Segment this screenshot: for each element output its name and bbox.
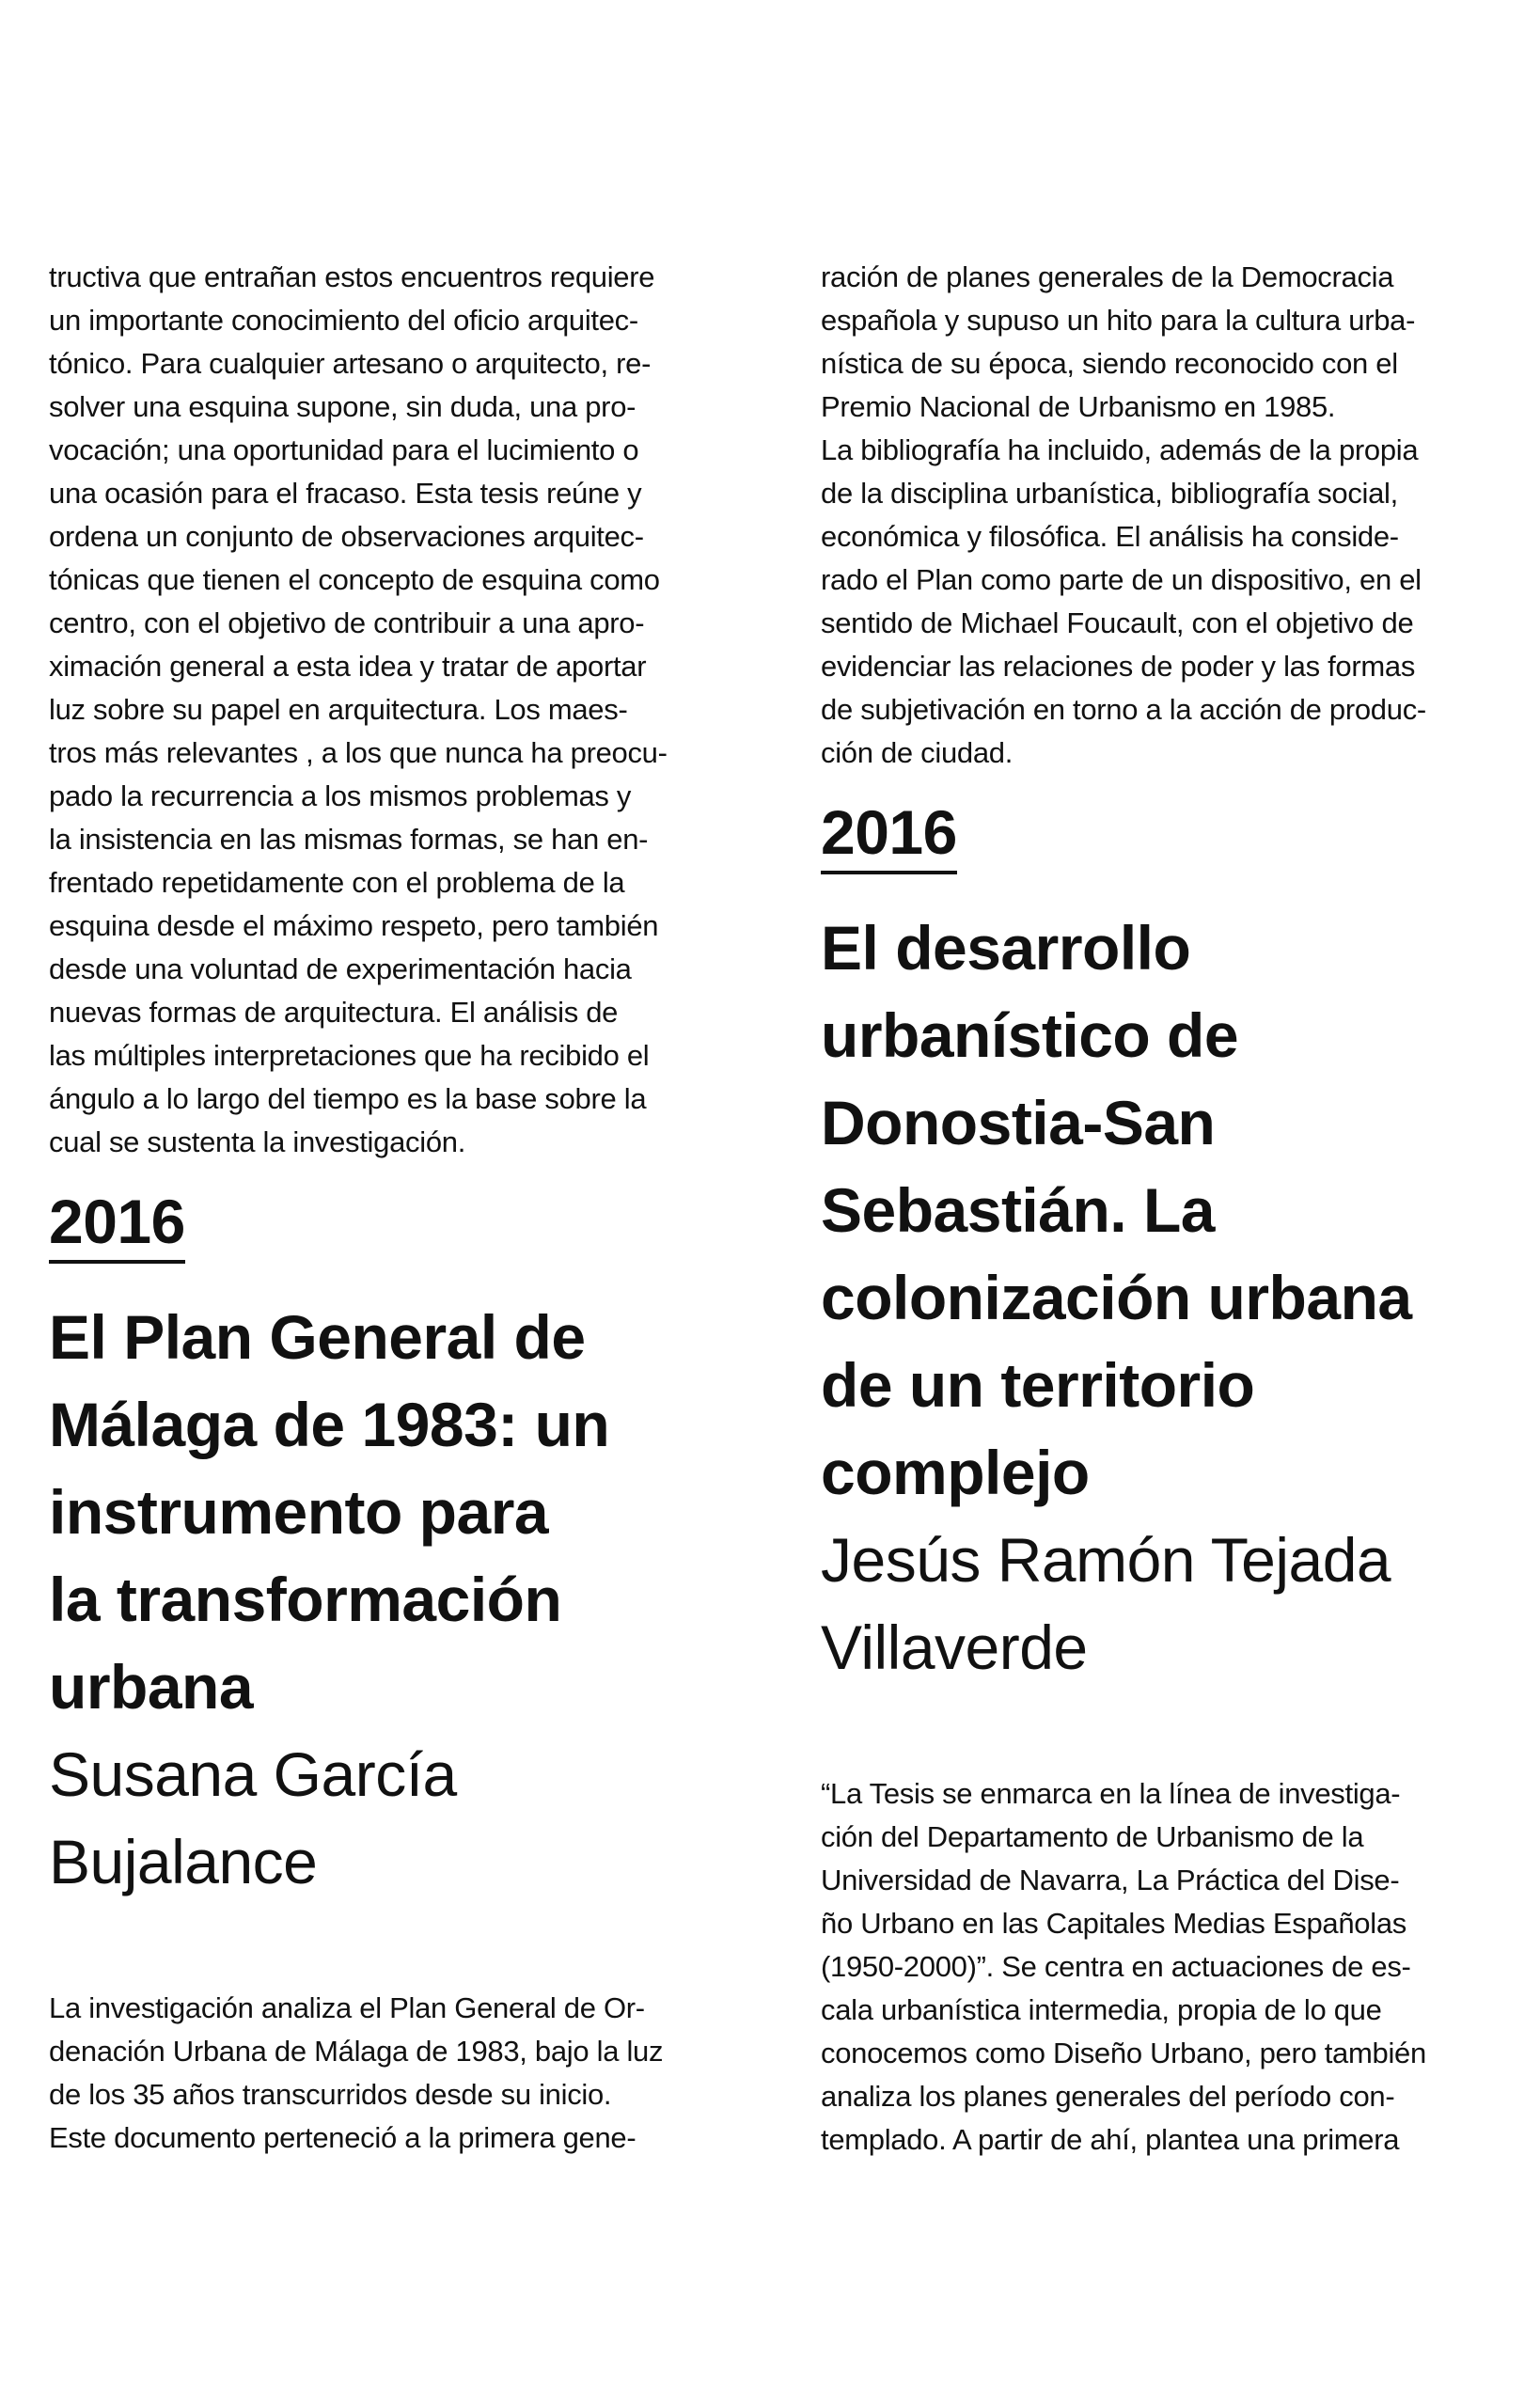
abstract-paragraph	[821, 1772, 1516, 2162]
text-line: nuevas formas de arquitectura. El análisis de	[49, 996, 619, 1029]
thesis-author	[49, 1731, 745, 1906]
text-line: ángulo a lo largo del tiempo es la base sobre la	[49, 1082, 647, 1115]
text-line: de subjetivación en torno a la acción de produc-	[821, 693, 1426, 726]
text-line: tónico. Para cualquier artesano o arquitecto, re-	[49, 347, 652, 380]
title-line: colonización urbana	[821, 1263, 1412, 1332]
year-heading: 2016	[821, 795, 957, 874]
text-line: la insistencia en las mismas formas, se han en-	[49, 823, 649, 856]
text-line: un importante conocimiento del oficio arquitec-	[49, 304, 638, 337]
text-line: las múltiples interpretaciones que ha recibido el	[49, 1039, 650, 1072]
text-line: tructiva que entrañan estos encuentros requiere	[49, 260, 655, 293]
text-line: analiza los planes generales del período con-	[821, 2080, 1395, 2113]
text-line: La bibliografía ha incluido, además de la propia	[821, 433, 1419, 466]
title-line: complejo	[821, 1438, 1090, 1507]
text-line: nística de su época, siendo reconocido con el	[821, 347, 1398, 380]
text-line: (1950-2000)”. Se centra en actuaciones de es-	[821, 1950, 1411, 1983]
title-line: urbana	[49, 1652, 254, 1722]
text-line: templado. A partir de ahí, plantea una primera	[821, 2123, 1400, 2156]
title-line: El Plan General de	[49, 1302, 586, 1372]
text-line: rado el Plan como parte de un dispositivo, en el	[821, 563, 1422, 596]
author-line: Bujalance	[49, 1827, 318, 1896]
text-line: vocación; una oportunidad para el lucimiento o	[49, 433, 639, 466]
text-line: frentado repetidamente con el problema de la	[49, 866, 625, 899]
text-line: conocemos como Diseño Urbano, pero también	[821, 2037, 1426, 2069]
text-line: económica y filosófica. El análisis ha conside-	[821, 520, 1399, 553]
text-line: española y supuso un hito para la cultura urba-	[821, 304, 1416, 337]
author-line: Jesús Ramón Tejada	[821, 1525, 1391, 1595]
text-line: ción de ciudad.	[821, 736, 1014, 769]
intro-paragraph	[49, 256, 745, 1164]
abstract-paragraph	[49, 1987, 745, 2160]
text-line: de la disciplina urbanística, bibliografía social,	[821, 477, 1398, 510]
year-heading: 2016	[49, 1185, 185, 1264]
thesis-author	[821, 1517, 1516, 1691]
text-line: Universidad de Navarra, La Práctica del Dise-	[821, 1864, 1400, 1896]
text-line: cala urbanística intermedia, propia de lo que	[821, 1993, 1382, 2026]
text-line: La investigación analiza el Plan General de Or-	[49, 1991, 645, 2024]
left-column	[49, 256, 745, 2160]
title-line: El desarrollo	[821, 913, 1191, 983]
text-line: tros más relevantes , a los que nunca ha preocu-	[49, 736, 668, 769]
author-line: Susana García	[49, 1739, 457, 1809]
title-line: Sebastián. La	[821, 1175, 1215, 1245]
text-line: pado la recurrencia a los mismos problemas y	[49, 779, 632, 812]
text-line: solver una esquina supone, sin duda, una pro-	[49, 390, 636, 423]
text-line: de los 35 años transcurridos desde su inicio.	[49, 2078, 612, 2111]
text-line: ración de planes generales de la Democracia	[821, 260, 1394, 293]
title-line: Málaga de 1983: un	[49, 1390, 610, 1459]
title-line: Donostia-San	[821, 1088, 1216, 1157]
text-line: ción del Departamento de Urbanismo de la	[821, 1820, 1364, 1853]
text-line: “La Tesis se enmarca en la línea de investiga-	[821, 1777, 1401, 1810]
text-line: luz sobre su papel en arquitectura. Los maes-	[49, 693, 628, 726]
text-line: cual se sustenta la investigación.	[49, 1125, 466, 1158]
text-line: Premio Nacional de Urbanismo en 1985.	[821, 390, 1336, 423]
text-line: esquina desde el máximo respeto, pero también	[49, 909, 659, 942]
title-line: la transformación	[49, 1565, 562, 1634]
thesis-title	[821, 905, 1516, 1517]
text-line: Este documento perteneció a la primera gene-	[49, 2121, 636, 2154]
text-line: desde una voluntad de experimentación hacia	[49, 952, 632, 985]
intro-paragraph	[821, 256, 1516, 775]
text-line: ximación general a esta idea y tratar de aportar	[49, 650, 647, 683]
text-line: centro, con el objetivo de contribuir a una apro-	[49, 606, 645, 639]
text-line: denación Urbana de Málaga de 1983, bajo la luz	[49, 2035, 664, 2068]
text-line: ño Urbano en las Capitales Medias Españolas	[821, 1907, 1406, 1940]
title-line: urbanístico de	[821, 1000, 1239, 1070]
thesis-title	[49, 1294, 745, 1731]
title-line: instrumento para	[49, 1477, 549, 1547]
text-line: evidenciar las relaciones de poder y las formas	[821, 650, 1416, 683]
text-line: ordena un conjunto de observaciones arquitec-	[49, 520, 644, 553]
text-line: tónicas que tienen el concepto de esquina como	[49, 563, 660, 596]
title-line: de un territorio	[821, 1350, 1255, 1420]
text-line: una ocasión para el fracaso. Esta tesis reúne y	[49, 477, 642, 510]
right-column	[821, 256, 1516, 2162]
author-line: Villaverde	[821, 1613, 1088, 1682]
text-line: sentido de Michael Foucault, con el objetivo de	[821, 606, 1414, 639]
